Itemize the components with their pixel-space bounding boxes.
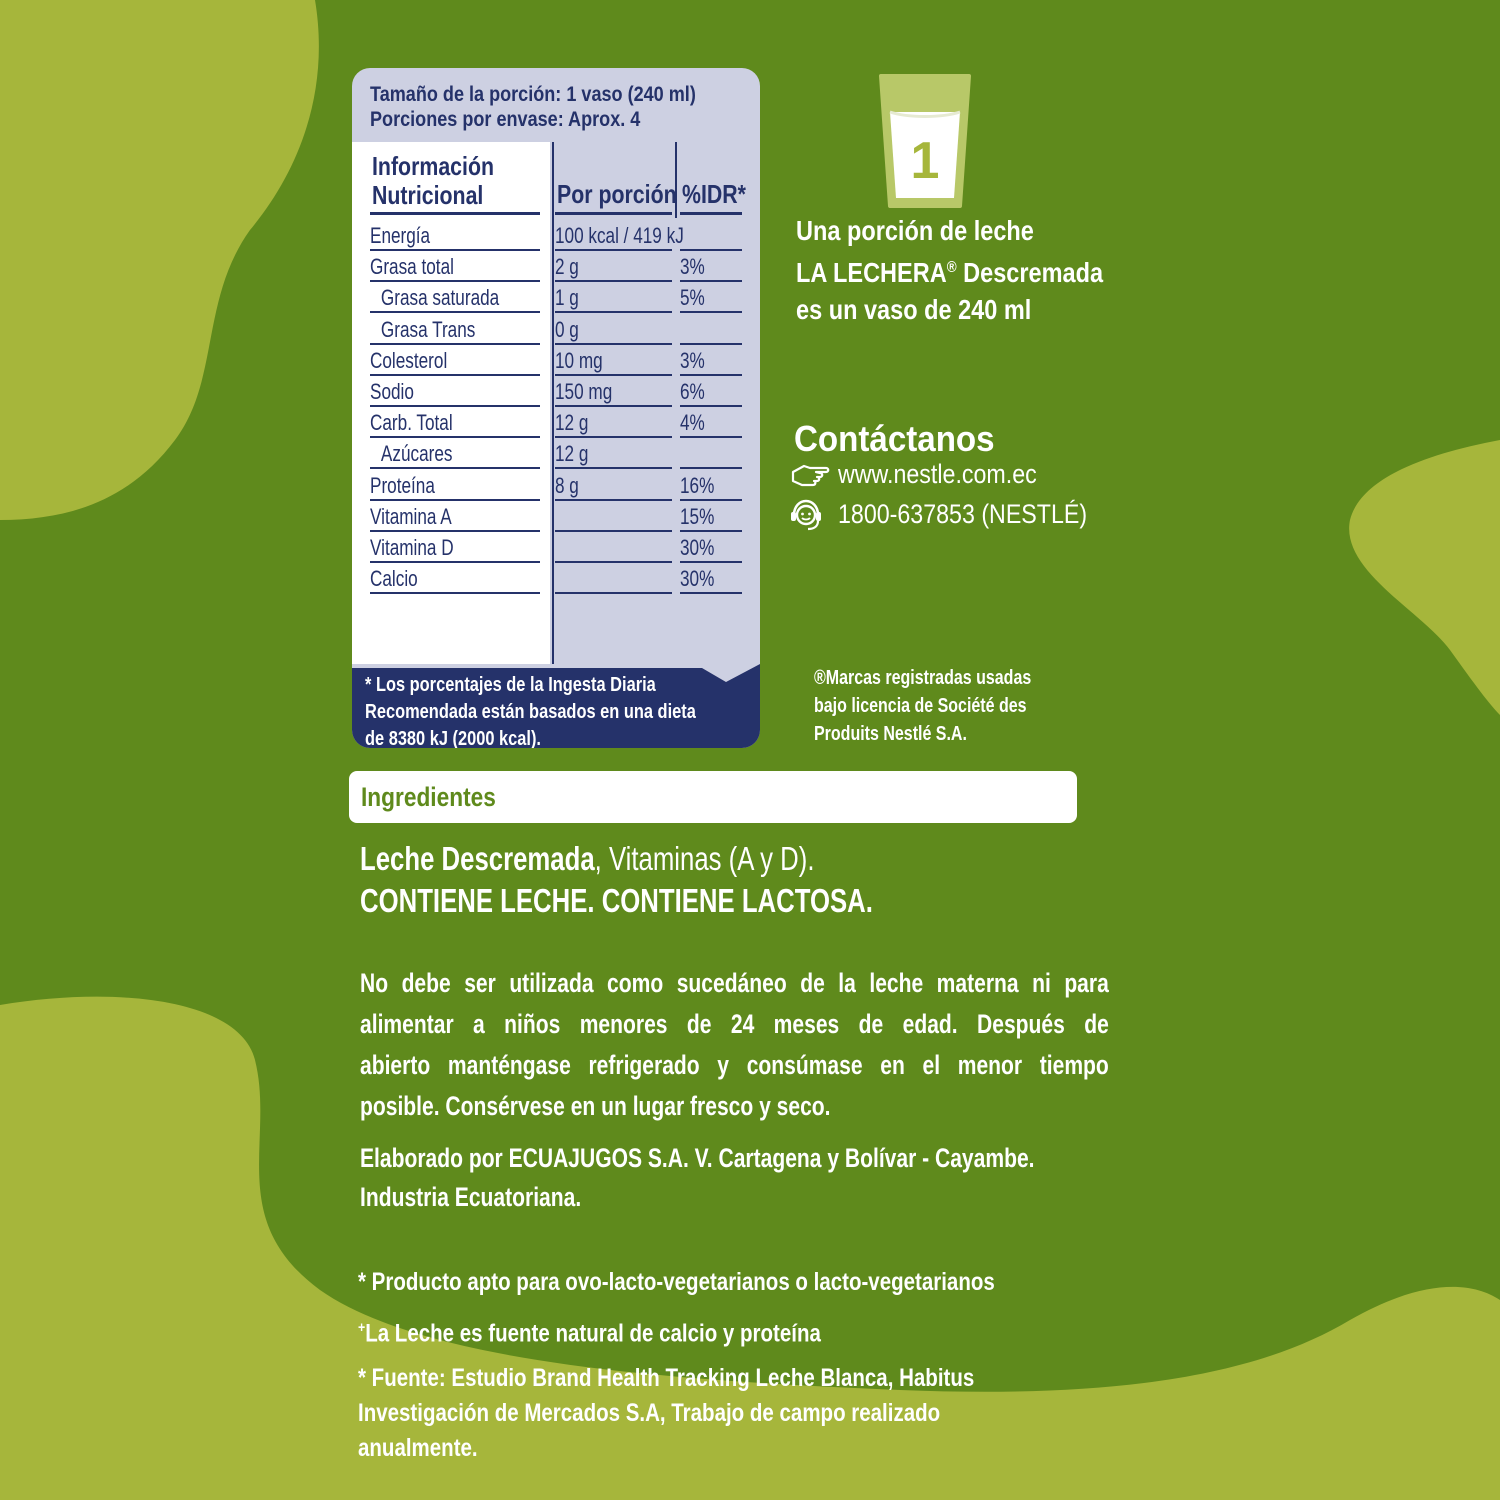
nutrient-value: 1 g [555, 282, 672, 313]
nutrient-name: Carb. Total [370, 407, 540, 438]
nutrient-name: Sodio [370, 376, 540, 407]
nutrient-row [352, 532, 760, 563]
contact-title: Contáctanos [794, 418, 995, 459]
header-underline [370, 212, 540, 215]
nutrition-title: Información Nutricional [372, 151, 495, 210]
nutrient-idr: 5% [680, 282, 742, 313]
nutrient-idr: 15% [680, 501, 742, 532]
nutrient-row [352, 251, 760, 282]
phone-number[interactable]: 1800-637853 (NESTLÉ) [838, 499, 1088, 529]
nutrient-name: Azúcares [370, 438, 540, 469]
note-vegetarian: * Producto apto para ovo-lacto-vegetarianos o lacto-vegetarianos [358, 1268, 995, 1296]
nutrient-name: Calcio [370, 563, 540, 594]
nutrient-row [352, 563, 760, 594]
nutrient-value: 12 g [555, 407, 672, 438]
per-serving-header: Por porción [557, 179, 677, 209]
nutrient-idr [680, 438, 742, 469]
nutrient-value: 2 g [555, 251, 672, 282]
nutrient-value: 100 kcal / 419 kJ [555, 220, 672, 251]
nutrient-name: Colesterol [370, 345, 540, 376]
nutrient-row [352, 220, 760, 251]
nutrient-idr: 3% [680, 345, 742, 376]
serving-size: Tamaño de la porción: 1 vaso (240 ml) [370, 83, 696, 106]
nutrient-row [352, 438, 760, 469]
serving-info [370, 82, 696, 132]
manufacturer-info: Elaborado por ECUAJUGOS S.A. V. Cartagena y Bolívar - Cayambe. Industria Ecuatoriana. [360, 1143, 1035, 1212]
trademark-notice: ®Marcas registradas usadas bajo licencia de Société des Produits Nestlé S.A. [814, 667, 1032, 745]
note-source: * Fuente: Estudio Brand Health Tracking Leche Blanca, Habitus [358, 1364, 975, 1393]
nutrient-row [352, 345, 760, 376]
nutrient-idr: 4% [680, 407, 742, 438]
nutrient-name: Grasa Trans [370, 314, 540, 345]
glass-number: 1 [910, 132, 940, 190]
nutrient-value: 12 g [555, 438, 672, 469]
nutrient-name: Vitamina D [370, 532, 540, 563]
portion-description: Una porción de leche LA LECHERA® Descremada es un vaso de 240 ml [796, 215, 1104, 325]
ingredients-header-bar [349, 771, 1077, 823]
nutrient-row [352, 282, 760, 313]
website-link[interactable]: www.nestle.com.ec [838, 459, 1037, 489]
nutrient-row [352, 470, 760, 501]
nutrient-row [352, 501, 760, 532]
nutrient-name: Energía [370, 220, 540, 251]
nutrient-value: 0 g [555, 314, 672, 345]
nutrient-row [352, 407, 760, 438]
nutrient-name: Vitamina A [370, 501, 540, 532]
nutrient-idr [680, 314, 742, 345]
nutrient-name: Grasa saturada [370, 282, 540, 313]
usage-warning: No debe ser utilizada como sucedáneo de la leche materna ni para alimentar a niños menores de 24 meses de edad. Después de abierto manténgase refrigerado y consúmase en el menor tiempo posible. Consérvese en un lugar fresco y seco. [360, 968, 1109, 1121]
nutrition-facts-panel [352, 68, 760, 748]
nutrient-idr: 16% [680, 470, 742, 501]
nutrient-name: Grasa total [370, 251, 540, 282]
servings-per-container: Porciones por envase: Aprox. 4 [370, 108, 641, 131]
nutrient-value [555, 501, 672, 532]
nutrient-idr: 30% [680, 532, 742, 563]
footnotes: * Producto apto para ovo-lacto-vegetarianos o lacto-vegetarianos +La Leche es fuente natural de calcio y proteína * Fuente: Estudio Brand Health Tracking Leche Blanca, Habitus Investigación de Mercados S.A, Trabajo de campo realizado anualmente. [358, 1265, 995, 1466]
ingredients-text: Leche Descremada, Vitaminas (A y D). CONTIENE LECHE. CONTIENE LACTOSA. [360, 840, 873, 919]
header-underline [680, 212, 742, 215]
footnote-text: * Los porcentajes de la Ingesta Diaria Recomendada están basados en una dieta de 8380 kJ (2000 kcal). [365, 674, 696, 748]
nutrient-row [352, 314, 760, 345]
ingredients-label: Ingredientes [361, 782, 496, 812]
nutrient-value [555, 563, 672, 594]
allergen-warning: CONTIENE LECHE. CONTIENE LACTOSA. [360, 882, 873, 919]
nutrient-value: 10 mg [555, 345, 672, 376]
header-underline [555, 212, 672, 215]
nutrient-idr [680, 220, 742, 251]
nutrient-idr: 30% [680, 563, 742, 594]
idr-header: %IDR* [682, 179, 746, 209]
nutrient-value: 8 g [555, 470, 672, 501]
nutrient-name: Proteína [370, 470, 540, 501]
nutrient-idr: 3% [680, 251, 742, 282]
nutrient-idr: 6% [680, 376, 742, 407]
nutrient-value: 150 mg [555, 376, 672, 407]
nutrient-row [352, 376, 760, 407]
headset-icon [788, 497, 824, 533]
pointing-hand-icon [790, 460, 830, 488]
nutrient-value [555, 532, 672, 563]
milk-glass-icon [878, 72, 972, 212]
note-calcium: +La Leche es fuente natural de calcio y proteína [358, 1319, 821, 1348]
